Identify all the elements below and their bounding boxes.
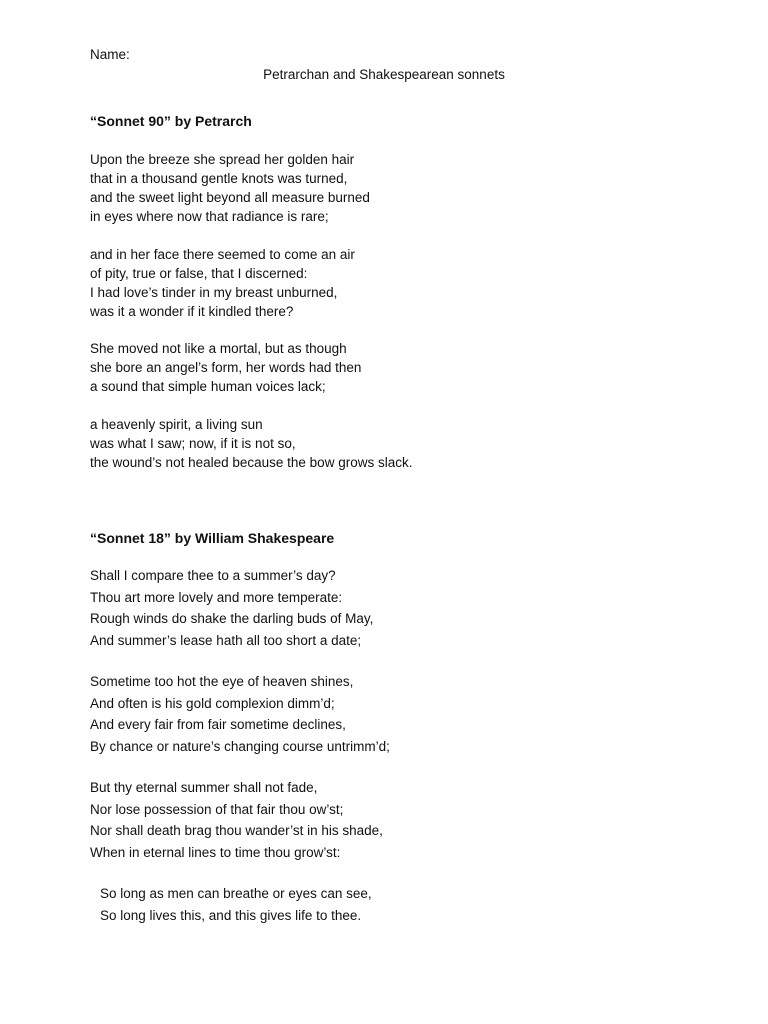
poem-line: a sound that simple human voices lack; [90,379,326,394]
poem-heading-sonnet-18: “Sonnet 18” by William Shakespeare [90,530,335,546]
poem-line: the wound’s not healed because the bow grows slack. [90,455,413,470]
poem-line: Nor shall death brag thou wander’st in his shade, [90,823,383,839]
poem-line: And summer’s lease hath all too short a date; [90,632,362,648]
poem-line: Shall I compare thee to a summer’s day? [90,568,336,583]
poem-line: So long as men can breathe or eyes can see, [100,886,372,901]
poem-line: Thou art more lovely and more temperate: [90,589,343,605]
poem-line: Sometime too hot the eye of heaven shines, [90,674,354,689]
poem-line: And often is his gold complexion dimm’d; [90,695,335,711]
poem-line: was it a wonder if it kindled there? [90,304,294,319]
poem-line: Rough winds do shake the darling buds of May, [90,611,374,627]
poem2-stanza-2 [90,671,390,757]
name-field-label: Name: [90,47,130,62]
poem-heading-sonnet-90: “Sonnet 90” by Petrarch [90,113,252,129]
poem-line: She moved not like a mortal, but as though [90,341,347,356]
poem-line: she bore an angel’s form, her words had then [90,360,362,375]
poem2-stanza-1 [90,565,373,651]
poem-line: in eyes where now that radiance is rare; [90,209,329,224]
document-title: Petrarchan and Shakespearean sonnets [263,67,505,82]
poem1-stanza-3 [90,339,361,396]
poem-line: was what I saw; now, if it is not so, [90,436,296,451]
poem-line: Upon the breeze she spread her golden hair [90,152,355,167]
poem1-stanza-4 [90,415,412,472]
poem-line: I had love’s tinder in my breast unburned, [90,285,338,300]
poem-line: of pity, true or false, that I discerned: [90,266,308,281]
poem2-stanza-3 [90,777,383,863]
poem1-stanza-1 [90,150,370,226]
poem1-stanza-2 [90,245,355,321]
poem-line: a heavenly spirit, a living sun [90,417,263,432]
poem-line: Nor lose possession of that fair thou ow’st; [90,801,344,817]
poem-line: that in a thousand gentle knots was turned, [90,171,348,186]
poem-line: and the sweet light beyond all measure burned [90,190,370,205]
poem-line: When in eternal lines to time thou grow’st: [90,844,341,860]
poem-line: So long lives this, and this gives life to thee. [100,907,362,923]
poem-line: And every fair from fair sometime declines, [90,717,346,733]
poem-line: But thy eternal summer shall not fade, [90,780,318,795]
poem-line: By chance or nature’s changing course untrimm’d; [90,738,390,754]
poem2-couplet [100,883,372,926]
poem-line: and in her face there seemed to come an air [90,247,355,262]
